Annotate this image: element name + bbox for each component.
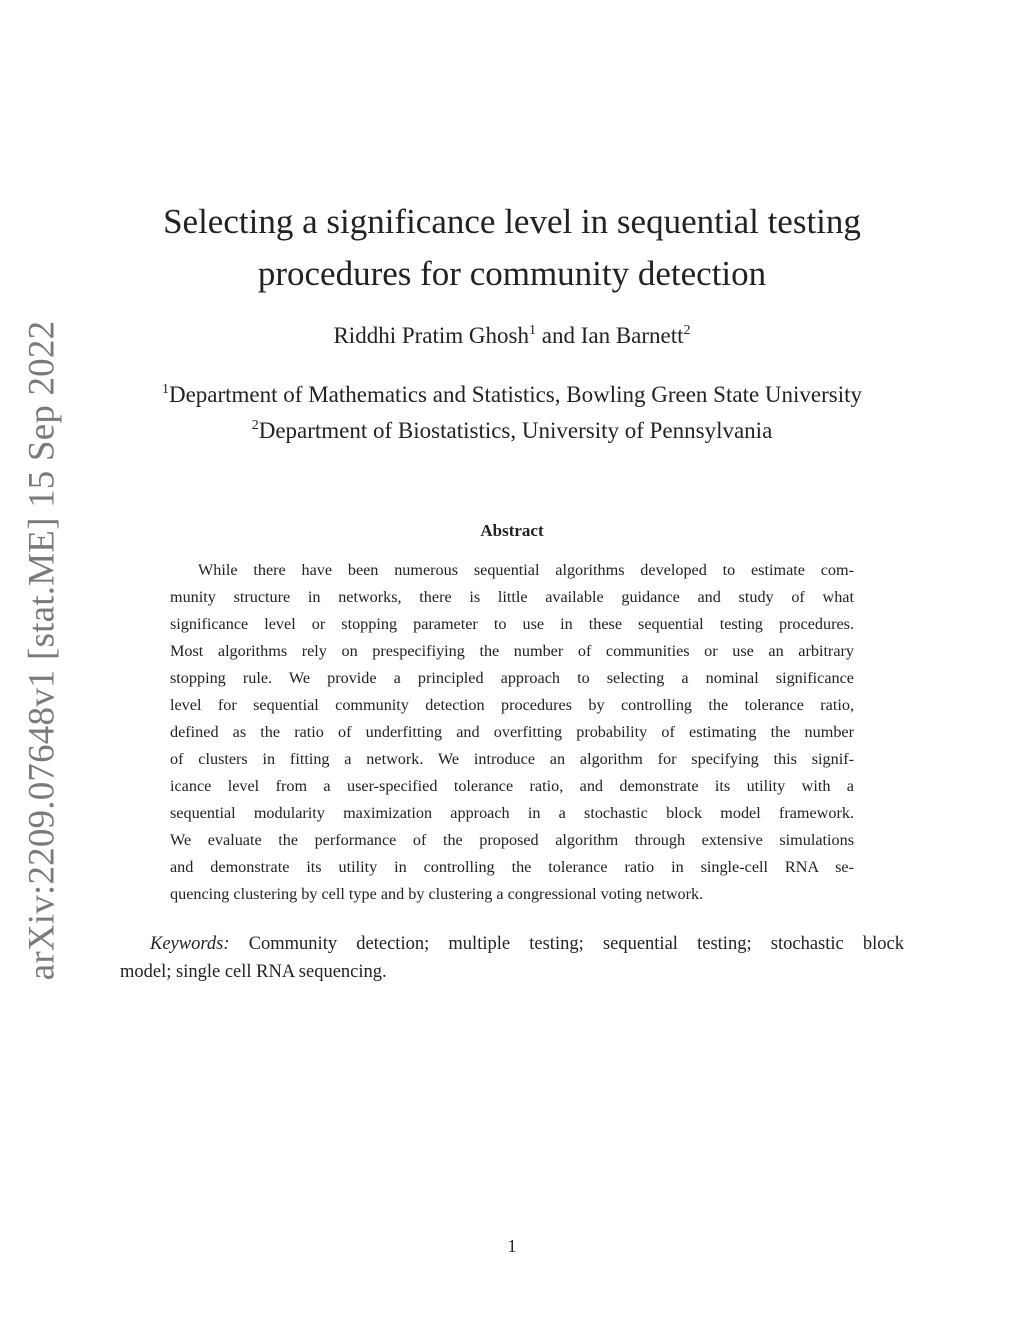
affiliation-text: Department of Mathematics and Statistics, Bowling Green State University — [168, 382, 863, 407]
page-number: 1 — [507, 1236, 517, 1256]
abstract-line: level for sequential community detection procedures by controlling the tolerance ratio, — [170, 696, 854, 714]
affiliation-marker: 1 — [161, 382, 169, 397]
abstract-line: We evaluate the performance of the proposed algorithm through extensive simulations — [170, 831, 854, 849]
paper-title — [120, 196, 904, 300]
abstract-line: icance level from a user-specified tolerance ratio, and demonstrate its utility with a — [170, 777, 854, 795]
affiliation — [100, 413, 924, 449]
author-list — [120, 320, 904, 352]
abstract-line: quencing clustering by cell type and by clustering a congressional voting network. — [170, 885, 704, 903]
abstract-line: defined as the ratio of underfitting and overfitting probability of estimating the number — [170, 723, 854, 741]
abstract-line: and demonstrate its utility in controlling the tolerance ratio in single-cell RNA se- — [170, 858, 854, 876]
abstract-line: While there have been numerous sequential algorithms developed to estimate com- — [198, 561, 854, 579]
affiliation-marker: 2 — [251, 418, 259, 433]
keywords-line — [120, 930, 904, 958]
affiliation — [100, 377, 924, 413]
keywords-text: Community detection; multiple testing; sequential testing; stochastic block — [248, 934, 904, 954]
abstract-body — [170, 557, 854, 908]
arxiv-watermark — [20, 320, 64, 980]
author-affiliation-marker: 1 — [528, 323, 536, 338]
author-affiliation-marker: 2 — [683, 323, 691, 338]
abstract-line: stopping rule. We provide a principled approach to selecting a nominal significance — [170, 669, 854, 687]
author-name: Ian Barnett — [580, 323, 684, 348]
keywords-line: model; single cell RNA sequencing. — [120, 962, 387, 982]
title-line-2: procedures for community detection — [257, 254, 767, 293]
abstract-heading: Abstract — [480, 521, 544, 540]
author-name: Riddhi Pratim Ghosh — [333, 323, 529, 348]
abstract-line: sequential modularity maximization approach in a stochastic block model framework. — [170, 804, 854, 822]
abstract-line: of clusters in fitting a network. We introduce an algorithm for specifying this signif- — [170, 750, 854, 768]
keywords-label: Keywords: — [150, 934, 230, 954]
affiliation-list — [100, 377, 924, 449]
author-conjunction: and — [541, 323, 575, 348]
title-line-1: Selecting a significance level in sequential testing — [163, 202, 861, 241]
keywords-section — [120, 930, 904, 986]
affiliation-text: Department of Biostatistics, University of Pennsylvania — [258, 418, 773, 443]
abstract-line: Most algorithms rely on prespecifiying the number of communities or use an arbitrary — [170, 642, 854, 660]
arxiv-identifier: arXiv:2209.07648v1 [stat.ME] 15 Sep 2022 — [21, 320, 63, 980]
abstract-line: munity structure in networks, there is little available guidance and study of what — [170, 588, 854, 606]
abstract-line: significance level or stopping parameter to use in these sequential testing procedures. — [170, 615, 854, 633]
